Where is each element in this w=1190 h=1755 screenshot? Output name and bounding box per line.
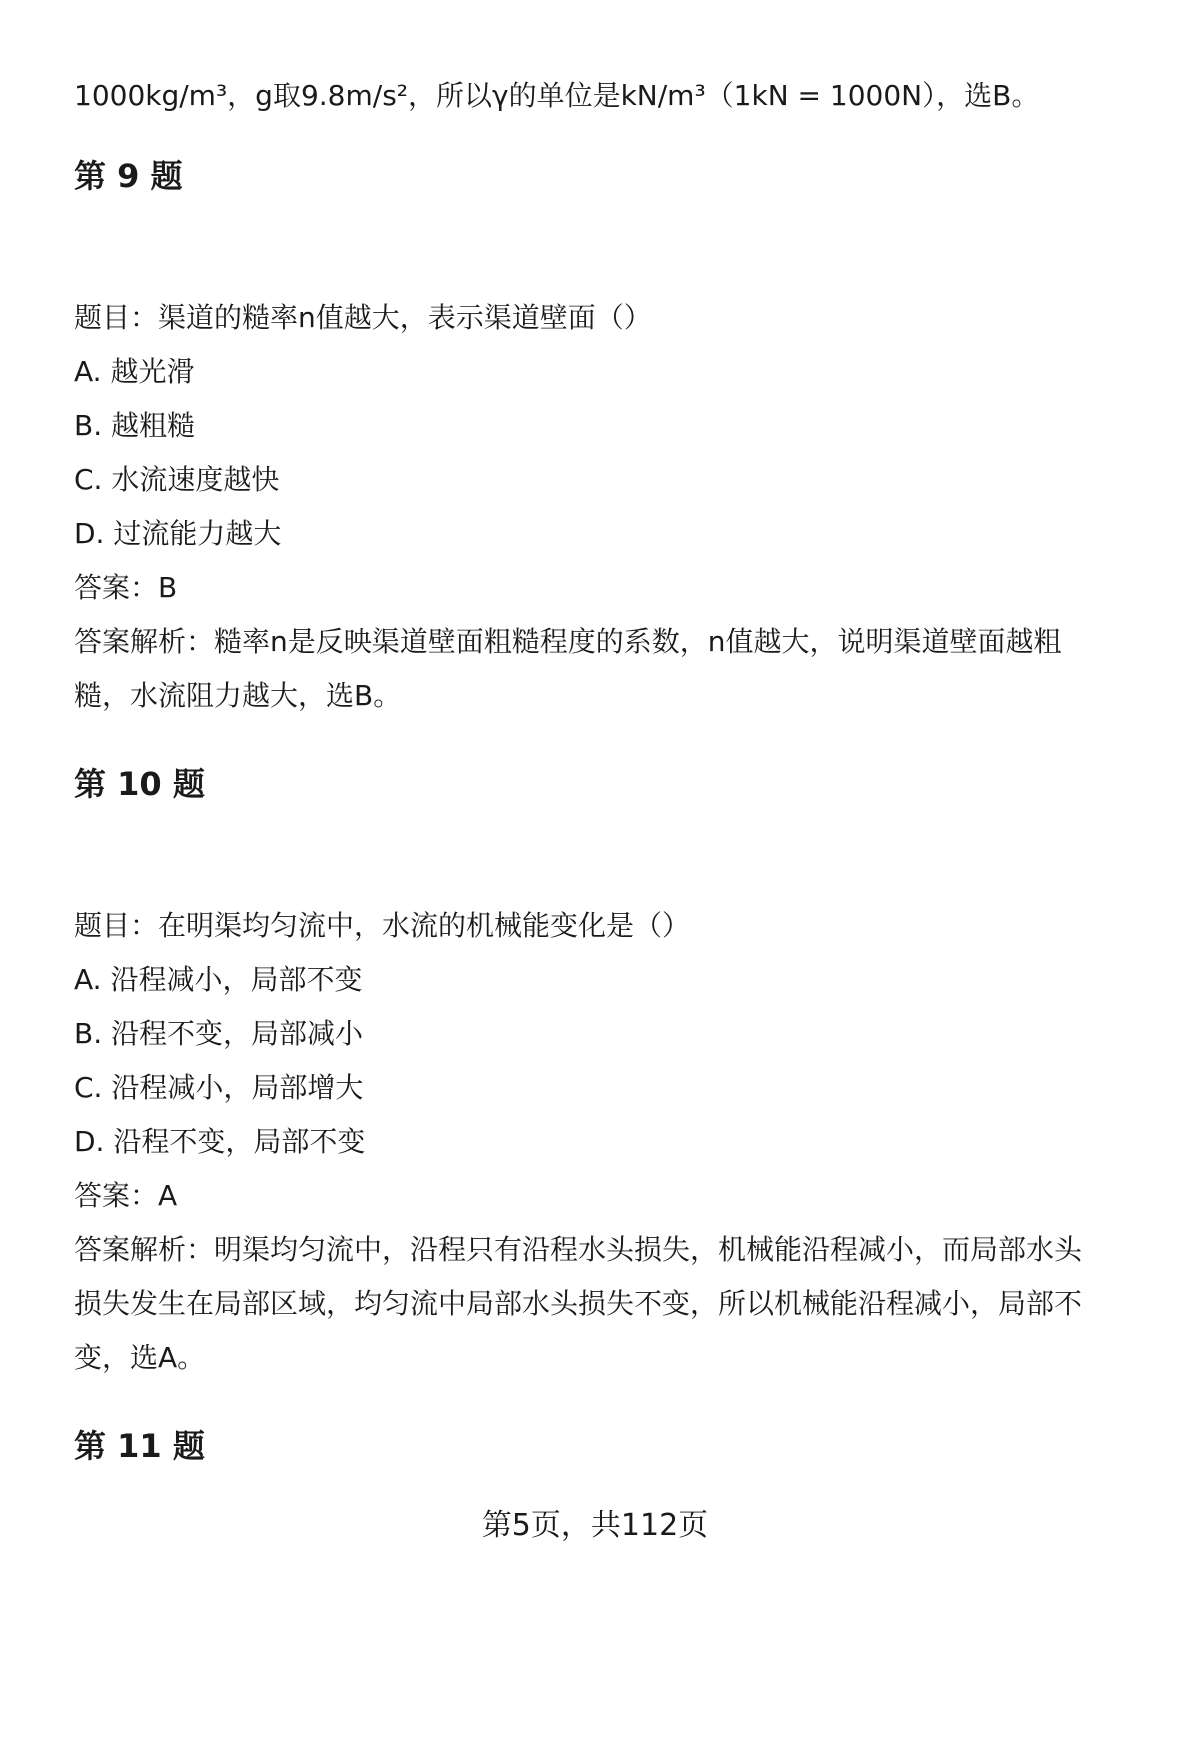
- question-9-heading: 第 9 题: [74, 157, 183, 195]
- question-10-explanation-line-2: 损失发生在局部区域，均匀流中局部水头损失不变，所以机械能沿程减小，局部不: [74, 1287, 1083, 1320]
- question-9-option-d: D. 过流能力越大: [74, 517, 282, 550]
- question-9-explanation-line-2: 糙，水流阻力越大，选B。: [74, 679, 402, 712]
- page-number-footer: 第5页，共112页: [481, 1508, 709, 1543]
- question-10-explanation-line-3: 变，选A。: [74, 1341, 206, 1374]
- question-10-answer: 答案：A: [74, 1179, 178, 1212]
- question-9-option-c: C. 水流速度越快: [74, 463, 280, 496]
- question-10-option-d: D. 沿程不变，局部不变: [74, 1125, 366, 1158]
- question-10-text: 题目：在明渠均匀流中，水流的机械能变化是（）: [74, 909, 691, 942]
- previous-explanation-continuation: 1000kg/m³，g取9.8m/s²，所以γ的单位是kN/m³（1kN = 1000N），选B。: [74, 79, 1040, 112]
- question-10-option-a: A. 沿程减小，局部不变: [74, 963, 363, 996]
- question-9-answer: 答案：B: [74, 571, 178, 604]
- question-10-explanation-line-1: 答案解析：明渠均匀流中，沿程只有沿程水头损失，机械能沿程减小，而局部水头: [74, 1233, 1083, 1266]
- question-10-option-b: B. 沿程不变，局部减小: [74, 1017, 364, 1050]
- question-9-explanation-line-1: 答案解析：糙率n是反映渠道壁面粗糙程度的系数，n值越大，说明渠道壁面越粗: [74, 625, 1062, 658]
- question-11-heading: 第 11 题: [74, 1427, 205, 1465]
- question-9-option-a: A. 越光滑: [74, 355, 195, 388]
- question-9-option-b: B. 越粗糙: [74, 409, 196, 442]
- question-10-option-c: C. 沿程减小，局部增大: [74, 1071, 364, 1104]
- question-9-text: 题目：渠道的糙率n值越大，表示渠道壁面（）: [74, 301, 652, 334]
- question-10-heading: 第 10 题: [74, 765, 205, 803]
